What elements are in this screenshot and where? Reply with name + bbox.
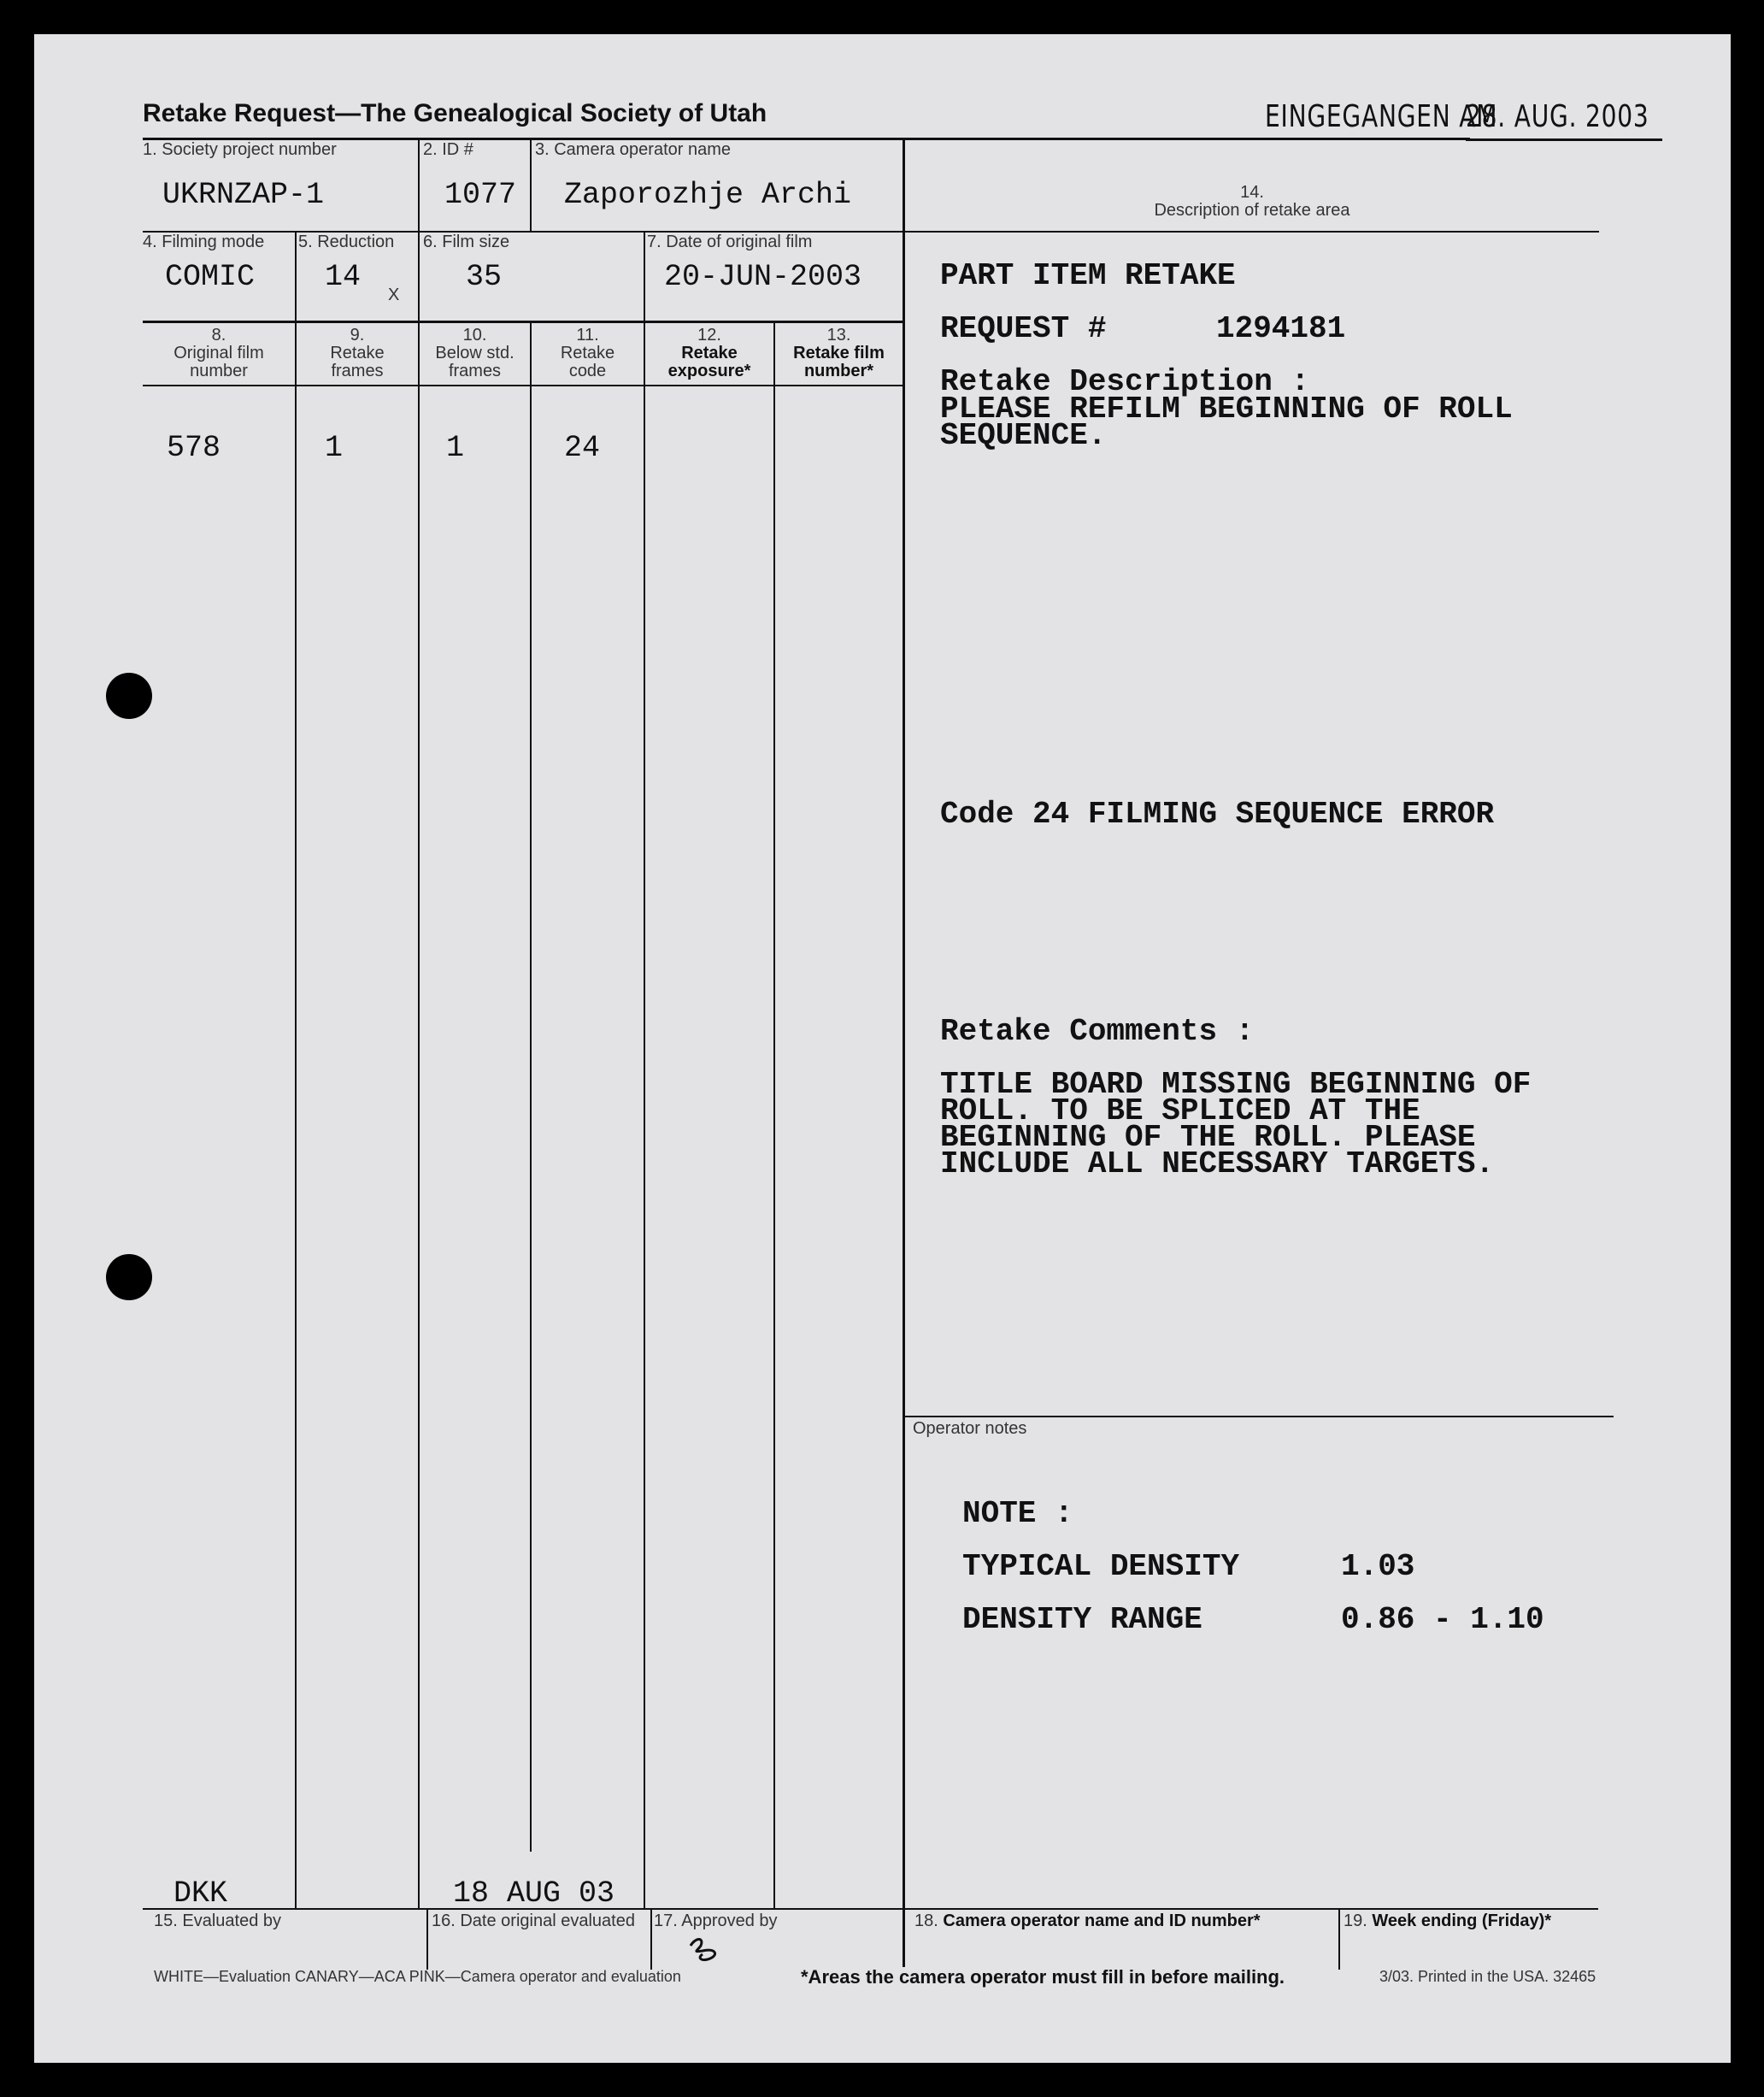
divider-6-7 [644, 231, 645, 321]
field-16-label: 16. Date original evaluated [432, 1911, 635, 1930]
divider-18-19 [1338, 1908, 1340, 1970]
col-13-header [775, 327, 903, 380]
form-title: Retake Request—The Genealogical Society of Utah [143, 99, 767, 127]
retake-comment-line: TITLE BOARD MISSING BEGINNING OF [940, 1067, 1532, 1102]
divider-4-5 [295, 231, 297, 321]
divider-1-2 [418, 138, 420, 231]
col-divider-12-13 [773, 321, 775, 1908]
divider-15-16 [426, 1908, 428, 1970]
col-divider-11-12 [644, 321, 645, 1908]
field-15-label: 15. Evaluated by [154, 1911, 281, 1930]
camera-operator-name[interactable]: Zaporozhje Archi [564, 178, 852, 212]
field-6-label: 6. Film size [423, 233, 510, 251]
col-9-label-1: Retake [330, 344, 385, 362]
stamp-underline [1466, 138, 1662, 141]
field-4-label: 4. Filming mode [143, 233, 265, 251]
col-10-label-1: Below std. [435, 344, 514, 362]
punch-hole [106, 1254, 152, 1300]
col-8-header [143, 327, 295, 380]
col-12-header [645, 327, 773, 380]
retake-comment-line: BEGINNING OF THE ROLL. PLEASE [940, 1120, 1476, 1155]
part-item-retake: PART ITEM RETAKE [940, 258, 1236, 293]
retake-description-line-2: SEQUENCE. [940, 418, 1107, 453]
col-10-label-2: frames [448, 362, 502, 380]
col-divider-8-9 [295, 321, 297, 1908]
required-fields-note: *Areas the camera operator must fill in before mailing. [801, 1966, 1285, 1988]
retake-request-form [34, 34, 1731, 2063]
col-12-label-2: exposure* [667, 362, 751, 380]
punch-hole [106, 673, 152, 719]
original-film-number[interactable]: 578 [167, 431, 221, 465]
operator-notes-label: Operator notes [913, 1419, 1027, 1438]
field-19-text: Week ending (Friday)* [1372, 1911, 1552, 1930]
retake-code[interactable]: 24 [564, 431, 601, 465]
col-divider-10-11 [530, 321, 532, 1852]
col-8-num: 8. [211, 326, 226, 345]
density-range-value: 0.86 - 1.10 [1341, 1602, 1544, 1637]
field-1-label: 1. Society project number [143, 140, 337, 159]
print-info: 3/03. Printed in the USA. 32465 [1379, 1968, 1596, 1985]
col-10-num: 10. [462, 326, 487, 345]
table-subheader-rule [143, 385, 903, 386]
divider-5-6 [418, 231, 420, 321]
col-divider-9-10 [418, 321, 420, 1908]
retake-frames[interactable]: 1 [325, 431, 344, 465]
col-12-num: 12. [697, 326, 721, 345]
retake-comments-heading: Retake Comments : [940, 1014, 1255, 1049]
col-13-label-2: number* [803, 362, 874, 380]
typical-density-value: 1.03 [1341, 1549, 1415, 1584]
col-11-label-1: Retake [560, 344, 615, 362]
density-range-label: DENSITY RANGE [962, 1602, 1202, 1637]
col-13-label-1: Retake film [793, 344, 885, 362]
date-of-original-film[interactable]: 20-JUN-2003 [664, 260, 862, 294]
film-size[interactable]: 35 [466, 260, 503, 294]
col-11-num: 11. [576, 326, 599, 345]
divider-2-3 [530, 138, 532, 231]
typical-density-label: TYPICAL DENSITY [962, 1549, 1240, 1584]
retake-code-description: Code 24 FILMING SEQUENCE ERROR [940, 797, 1495, 832]
retake-description-line-1: PLEASE REFILM BEGINNING OF ROLL [940, 392, 1513, 427]
date-evaluated-value[interactable]: 18 AUG 03 [453, 1876, 615, 1911]
field-3-label: 3. Camera operator name [535, 140, 732, 159]
field-18-text: Camera operator name and ID number* [943, 1911, 1261, 1930]
field-19-number: 19. [1344, 1911, 1367, 1930]
col-10-header [420, 327, 530, 380]
reduction[interactable]: 14 [325, 260, 362, 294]
id-number[interactable]: 1077 [444, 178, 517, 212]
note-label: NOTE : [962, 1496, 1073, 1531]
retake-comment-line: INCLUDE ALL NECESSARY TARGETS. [940, 1146, 1495, 1181]
field-19-label [1344, 1911, 1551, 1931]
reduction-suffix: X [388, 286, 400, 304]
row1-rule-right [905, 231, 1599, 233]
field-14-number: 14. [1240, 183, 1264, 202]
retake-comment-line: ROLL. TO BE SPLICED AT THE [940, 1093, 1420, 1128]
field-17-label: 17. Approved by [654, 1911, 778, 1930]
society-project-number[interactable]: UKRNZAP-1 [162, 178, 325, 212]
filming-mode[interactable]: COMIC [165, 260, 256, 294]
col-12-label-1: Retake [681, 344, 738, 362]
main-divider [903, 138, 905, 1967]
evaluated-by-value[interactable]: DKK [173, 1876, 228, 1911]
received-stamp-date: 28. AUG. 2003 [1466, 99, 1649, 134]
col-8-label-1: Original film [173, 344, 264, 362]
retake-description-heading: Retake Description : [940, 364, 1310, 399]
col-9-label-2: frames [331, 362, 384, 380]
col-13-num: 13. [826, 326, 851, 345]
approval-initials-signature [682, 1930, 730, 1964]
field-2-label: 2. ID # [423, 140, 473, 159]
field-18-label [914, 1911, 1261, 1931]
col-9-num: 9. [350, 326, 365, 345]
footer-rule [143, 1908, 1598, 1910]
request-number: 1294181 [1216, 311, 1346, 346]
col-11-label-2: code [568, 362, 607, 380]
below-std-frames[interactable]: 1 [446, 431, 465, 465]
top-rule [143, 138, 1470, 140]
field-14-label: Description of retake area [1154, 201, 1350, 220]
col-11-header [532, 327, 644, 380]
field-18-number: 18. [914, 1911, 938, 1930]
field-7-label: 7. Date of original film [647, 233, 813, 251]
table-header-rule [143, 321, 903, 323]
received-stamp-label: EINGEGANGEN AM [1265, 99, 1498, 134]
operator-notes-rule [905, 1416, 1614, 1417]
divider-16-17 [650, 1908, 652, 1970]
col-9-header [297, 327, 418, 380]
copy-distribution: WHITE—Evaluation CANARY—ACA PINK—Camera operator and evaluation [154, 1968, 681, 1985]
field-5-label: 5. Reduction [298, 233, 395, 251]
col-8-label-2: number [190, 362, 248, 380]
request-label: REQUEST # [940, 311, 1107, 346]
